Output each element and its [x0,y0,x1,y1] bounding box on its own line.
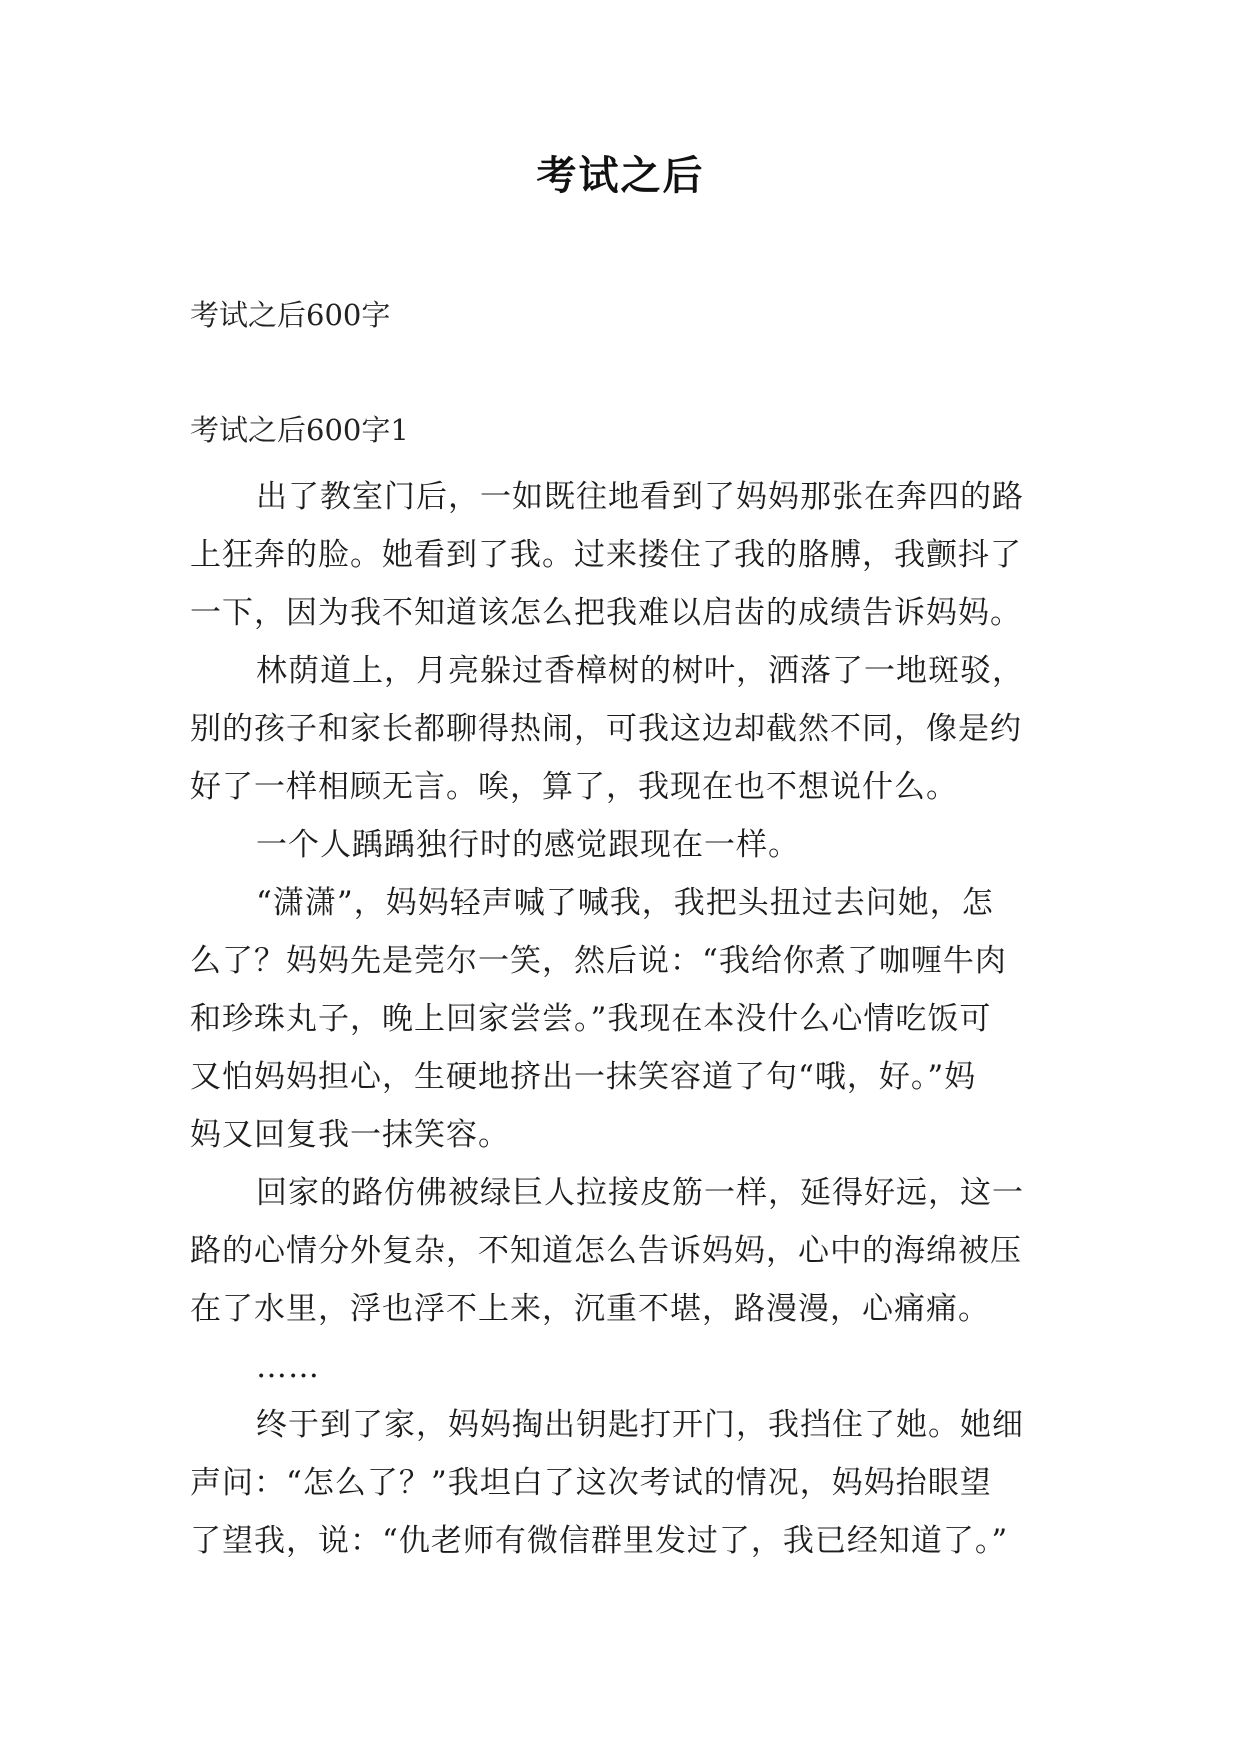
text-line: 路的心情分外复杂，不知道怎么告诉妈妈，心中的海绵被压 [190,1233,1022,1269]
text-line: “潇潇”，妈妈轻声喊了喊我，我把头扭过去问她，怎 [256,885,994,921]
text-line: 回家的路仿佛被绿巨人拉接皮筋一样，延得好远，这一 [256,1175,1024,1211]
text-line: 一下，因为我不知道该怎么把我难以启齿的成绩告诉妈妈。 [190,595,1022,631]
text-line: …… [256,1349,320,1385]
text-line: 终于到了家，妈妈掏出钥匙打开门，我挡住了她。她细 [256,1407,1024,1443]
text-line: 出了教室门后，一如既往地看到了妈妈那张在奔四的路 [256,479,1024,515]
text-line: 了望我，说：“仇老师有微信群里发过了，我已经知道了。” [190,1523,1009,1559]
body-text [190,468,1050,1570]
text-line: 在了水里，浮也浮不上来，沉重不堪，路漫漫，心痛痛。 [190,1291,990,1327]
section-heading: 考试之后600字1 [190,413,409,447]
text-line: 林荫道上，月亮躲过香樟树的树叶，洒落了一地斑驳， [256,653,1024,689]
text-line: 声问：“怎么了？”我坦白了这次考试的情况，妈妈抬眼望 [190,1465,992,1501]
text-line: 好了一样相顾无言。唉，算了，我现在也不想说什么。 [190,769,958,805]
text-line: 妈又回复我一抹笑容。 [190,1117,510,1153]
text-line: 又怕妈妈担心，生硬地挤出一抹笑容道了句“哦，好。”妈 [190,1059,977,1095]
text-line: 么了？妈妈先是莞尔一笑，然后说：“我给你煮了咖喱牛肉 [190,943,1007,979]
document-title: 考试之后 [536,152,705,199]
text-line: 和珍珠丸子，晚上回家尝尝。”我现在本没什么心情吃饭可 [190,1001,992,1037]
text-line: 上狂奔的脸。她看到了我。过来搂住了我的胳膊，我颤抖了 [190,537,1022,573]
document-subtitle: 考试之后600字 [190,298,391,332]
text-line: 别的孩子和家长都聊得热闹，可我这边却截然不同，像是约 [190,711,1022,747]
text-line: 一个人踽踽独行时的感觉跟现在一样。 [256,827,800,863]
